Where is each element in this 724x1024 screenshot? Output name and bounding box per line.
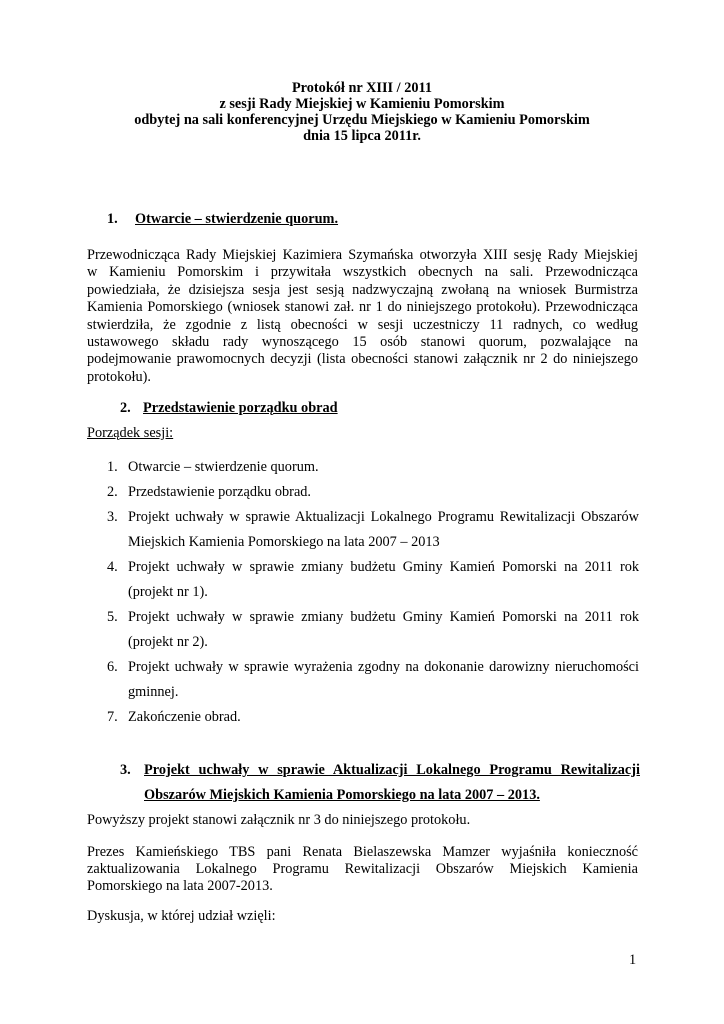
agenda-item-text: Zakończenie obrad.: [128, 709, 241, 725]
section-3-title-line: Obszarów Miejskich Kamienia Pomorskiego na lata 2007 – 2013.: [144, 787, 540, 803]
section-3-title-line: Projekt uchwały w sprawie Aktualizacji Lokalnego Programu Rewitalizacji: [144, 762, 640, 778]
agenda-item-text: (projekt nr 1).: [128, 584, 208, 600]
agenda-item: [107, 555, 639, 605]
agenda-item-text: (projekt nr 2).: [128, 634, 208, 650]
section-1-title: Otwarcie – stwierdzenie quorum.: [135, 211, 339, 227]
header-title: Protokół nr XIII / 2011: [291, 80, 433, 96]
agenda-item-text: Miejskich Kamienia Pomorskiego na lata 2007 – 2013: [128, 534, 440, 550]
section-1-number: 1.: [107, 211, 118, 227]
paragraph-line: zaktualizowania Lokalnego Programu Rewitalizacji Obszarów Miejskich Kamienia: [87, 861, 638, 877]
agenda-item-text: Projekt uchwały w sprawie zmiany budżetu Gminy Kamień Pomorski na 2011 rok: [128, 559, 639, 575]
paragraph-line: Pomorskiego na lata 2007-2013.: [87, 878, 273, 894]
page-number: 1: [629, 952, 637, 968]
agenda-item-text: gminnej.: [128, 684, 179, 700]
agenda-item: [107, 705, 639, 730]
agenda-item-text: Przedstawienie porządku obrad.: [128, 484, 312, 500]
section-2-heading: [120, 399, 338, 417]
paragraph-line: Przewodnicząca Rady Miejskiej Kazimiera Szymańska otworzyła XIII sesję Rady Miejskiej: [87, 247, 638, 263]
section-2-title: Przedstawienie porządku obrad: [143, 400, 338, 416]
header-date: dnia 15 lipca 2011r.: [303, 128, 421, 144]
agenda-item-text: Projekt uchwały w sprawie Aktualizacji Lokalnego Programu Rewitalizacji Obszarów: [128, 509, 639, 525]
discussion-label: Dyskusja, w której udział wzięli:: [87, 908, 276, 924]
paragraph-line: Kamienia Pomorskiego (wniosek stanowi zał. nr 1 do niniejszego protokołu). Przewodnicząca: [87, 299, 638, 316]
section-2-number: 2.: [120, 400, 131, 416]
agenda-item-text: Projekt uchwały w sprawie zmiany budżetu Gminy Kamień Pomorski na 2011 rok: [128, 609, 639, 625]
paragraph-line: Prezes Kamieńskiego TBS pani Renata Bielaszewska Mamzer wyjaśniła konieczność: [87, 844, 638, 860]
agenda-item: [107, 455, 639, 480]
agenda-item-text: Projekt uchwały w sprawie wyrażenia zgodny na dokonanie darowizny nieruchomości: [128, 659, 639, 675]
agenda-item-number: 1.: [107, 459, 118, 475]
agenda-list: [107, 455, 639, 730]
paragraph-line: powiedziała, że dzisiejsza sesja jest sesją nadzwyczajną zwołaną na wniosek Burmistrza: [87, 281, 638, 298]
agenda-label: Porządek sesji:: [87, 425, 174, 441]
header-venue: odbytej na sali konferencyjnej Urzędu Miejskiego w Kamieniu Pomorskim: [134, 112, 590, 128]
agenda-item-text: Otwarcie – stwierdzenie quorum.: [128, 459, 319, 475]
paragraph-line: w Kamieniu Pomorskim i przywitała wszystkich obecnych na sali. Przewodnicząca: [87, 264, 638, 281]
agenda-item-number: 4.: [107, 559, 118, 575]
agenda-item-number: 5.: [107, 609, 118, 625]
agenda-item: [107, 480, 639, 505]
agenda-item-number: 2.: [107, 484, 118, 500]
paragraph-line: podejmowanie prawomocnych decyzji (lista obecności stanowi załącznik nr 2 do niniejszego: [87, 351, 638, 368]
agenda-item: [107, 655, 639, 705]
paragraph-line: ustawowego składu rady wynoszącego 15 osób stanowi quorum, pozwalające na: [87, 334, 638, 351]
paragraph-line: stwierdziła, że zgodnie z listą obecności w sesji uczestniczy 11 radnych, co według: [87, 316, 638, 333]
section-3-heading: [120, 758, 640, 808]
agenda-item-number: 7.: [107, 709, 118, 725]
paragraph-line: protokołu).: [87, 368, 151, 385]
protocol-header: [0, 80, 724, 144]
agenda-item: [107, 605, 639, 655]
section-1-paragraph: [87, 247, 638, 386]
section-3-paragraph: [87, 844, 638, 895]
agenda-item: [107, 505, 639, 555]
agenda-item-number: 6.: [107, 659, 118, 675]
section-3-number: 3.: [120, 762, 131, 778]
agenda-item-number: 3.: [107, 509, 118, 525]
section-1-heading: [107, 210, 338, 228]
header-session: z sesji Rady Miejskiej w Kamieniu Pomorskim: [219, 96, 505, 112]
section-3-note: Powyższy projekt stanowi załącznik nr 3 do niniejszego protokołu.: [87, 812, 471, 828]
